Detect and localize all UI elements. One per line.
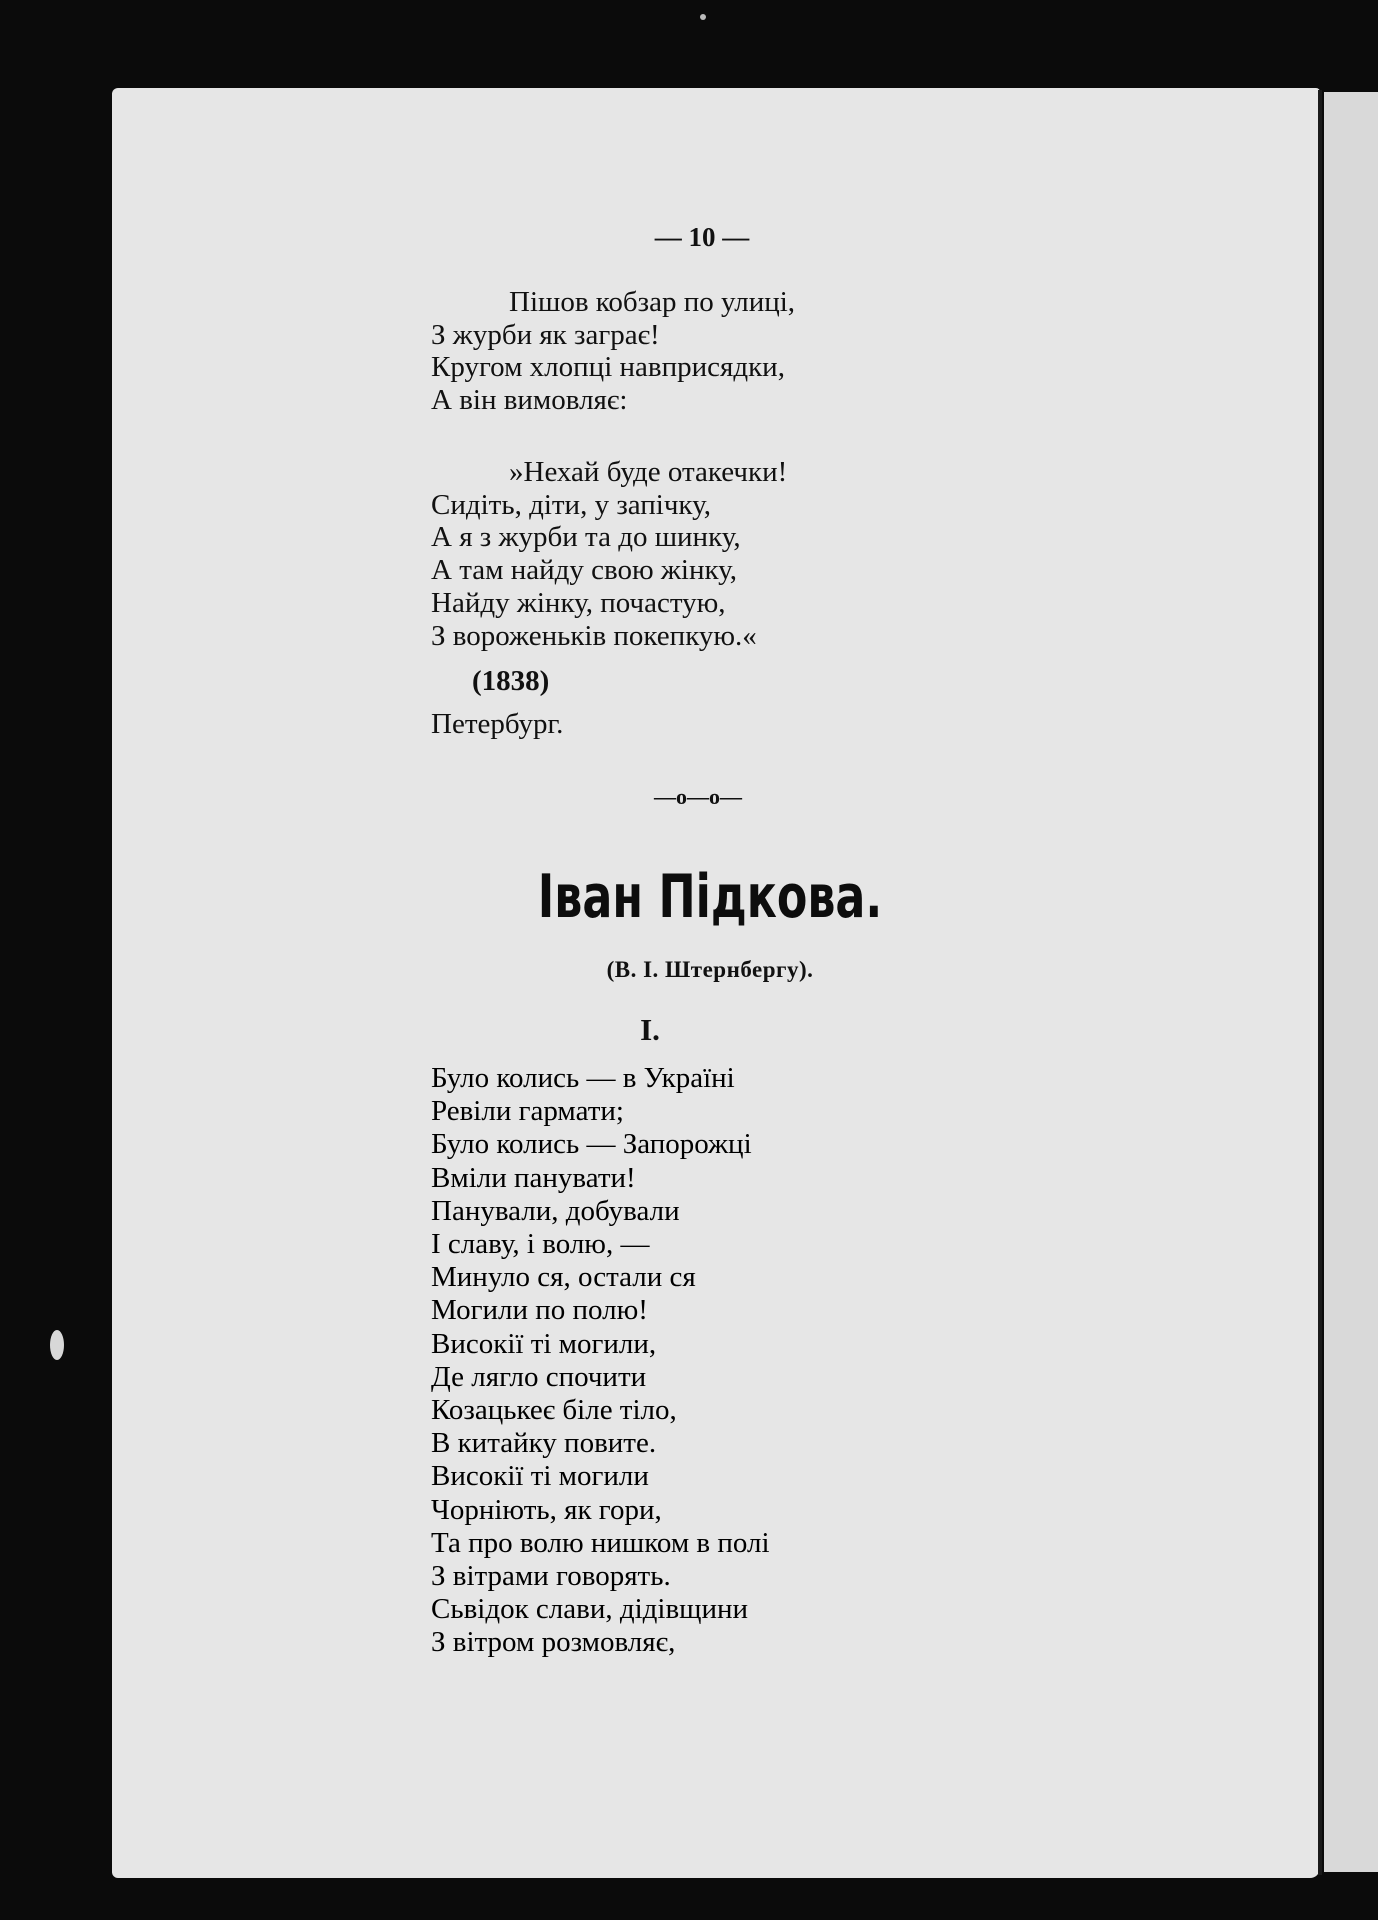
verse-line: Ревіли гармати; bbox=[431, 1095, 624, 1128]
stanza-2 bbox=[431, 456, 787, 652]
verse-line: В китайку повите. bbox=[431, 1427, 657, 1460]
verse-line: Могили по полю! bbox=[431, 1294, 648, 1327]
verse-line: Минуло ся, остали ся bbox=[431, 1261, 696, 1294]
stanza-3 bbox=[431, 1062, 770, 1660]
verse-line: І славу, і волю, — bbox=[431, 1228, 650, 1261]
poem-date: (1838) bbox=[472, 665, 550, 697]
verse-line: Було колись — в Україні bbox=[431, 1062, 735, 1094]
adjacent-page-strip bbox=[1324, 92, 1378, 1872]
verse-line: Вміли панувати! bbox=[431, 1161, 636, 1194]
verse-line: Сидіть, діти, у запічку, bbox=[431, 488, 711, 521]
verse-line: Було колись — Запорожці bbox=[431, 1128, 752, 1161]
poem-dedication: (В. І. Штернбергу). bbox=[606, 957, 814, 982]
verse-line: З вітром розмовляє, bbox=[431, 1626, 676, 1659]
stanza-1 bbox=[431, 286, 795, 417]
verse-line: Сьвідок слави, дідівщини bbox=[431, 1593, 749, 1626]
verse-line: З вороженьків покепкую.« bbox=[431, 619, 757, 652]
page-number: — 10 — bbox=[654, 222, 750, 252]
verse-line: А я з журби та до шинку, bbox=[431, 521, 741, 554]
verse-line: Високії ті могили bbox=[431, 1460, 649, 1493]
scan-speck bbox=[700, 14, 706, 20]
scan-speck bbox=[50, 1330, 64, 1360]
verse-line: А він вимовляє: bbox=[431, 384, 628, 417]
verse-line: Чорніють, як гори, bbox=[431, 1493, 662, 1526]
verse-line: А там найду свою жінку, bbox=[431, 554, 738, 587]
verse-line: Панували, добували bbox=[431, 1194, 680, 1227]
verse-line: З вітрами говорять. bbox=[431, 1560, 671, 1593]
poem-title: Іван Підкова. bbox=[537, 862, 883, 932]
verse-line: З журби як заграє! bbox=[431, 318, 660, 351]
verse-line: Найду жінку, почастую, bbox=[431, 586, 726, 619]
verse-line: Козацькеє біле тіло, bbox=[431, 1394, 677, 1427]
page-edge-shadow bbox=[1318, 90, 1322, 1875]
poem-place: Петербург. bbox=[431, 708, 564, 740]
section-divider: —o—o— bbox=[654, 784, 742, 809]
section-numeral: I. bbox=[640, 1012, 660, 1047]
verse-line: Де лягло спочити bbox=[431, 1360, 647, 1393]
verse-line: Пішов кобзар по улиці, bbox=[509, 286, 796, 318]
verse-line: Високії ті могили, bbox=[431, 1327, 657, 1360]
verse-line: »Нехай буде отакечки! bbox=[509, 456, 788, 488]
verse-line: Та про волю нишком в полі bbox=[431, 1526, 770, 1559]
verse-line: Кругом хлопці навприсядки, bbox=[431, 351, 785, 384]
